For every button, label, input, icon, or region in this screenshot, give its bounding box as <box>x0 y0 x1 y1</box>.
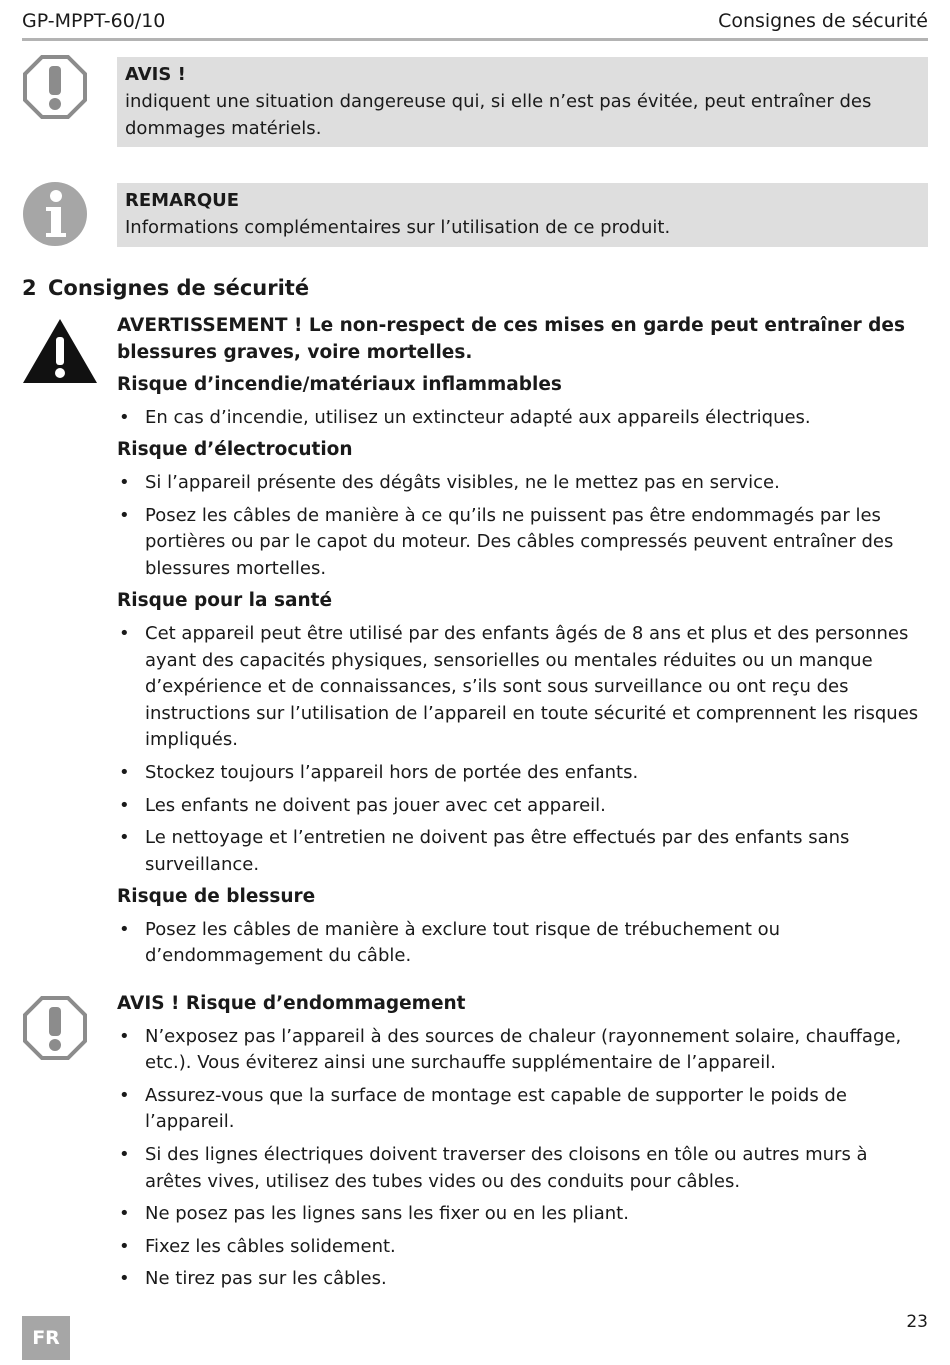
info-circle-icon <box>22 181 88 247</box>
health-risk-heading: Risque pour la santé <box>117 590 333 612</box>
section-title: Consignes de sécurité <box>48 276 310 300</box>
list-item: • Posez les câbles de manière à exclure tout risque de trébuchement ou d’endommagement du câble. <box>117 917 928 970</box>
list-item: • Fixez les câbles solidement. <box>117 1234 928 1261</box>
injury-risk-heading: Risque de blessure <box>117 886 316 908</box>
electrocution-risk-list <box>117 470 928 582</box>
list-item: • Cet appareil peut être utilisé par des enfants âgés de 8 ans et plus et des personnes ayant des capacités physiques, sensorielles ou mentales réduites ou un manque d’expérience et de connaissances, s’ils sont sous surveillance ou ont reçu des instructions sur l’utilisation de l’appareil en toute sécurité et comprennent les risques impliqués. <box>117 621 928 754</box>
list-item: • En cas d’incendie, utilisez un extincteur adapté aux appareils électriques. <box>117 405 928 432</box>
remark-box <box>117 183 928 247</box>
remark-text: Informations complémentaires sur l’utilisation de ce produit. <box>125 217 671 238</box>
page-header <box>22 8 928 41</box>
list-item: • Ne tirez pas sur les câbles. <box>117 1266 928 1293</box>
list-item: • Si des lignes électriques doivent traverser des cloisons en tôle ou autres murs à arêtes vives, utilisez des tubes vides ou des conduits pour câbles. <box>117 1142 928 1195</box>
section-number: 2 <box>22 276 37 300</box>
notice-title: AVIS ! <box>125 64 186 85</box>
damage-title: AVIS ! Risque d’endommagement <box>117 993 466 1014</box>
list-item: • N’exposez pas l’appareil à des sources de chaleur (rayonnement solaire, chauffage, etc.). Vous éviterez ainsi une surchauffe supplémentaire de l’appareil. <box>117 1024 928 1077</box>
fire-risk-list <box>117 405 928 432</box>
page-number: 23 <box>906 1312 928 1332</box>
list-item: • Posez les câbles de manière à ce qu’ils ne puissent pas être endommagés par les portières ou par le capot du moteur. Des câbles compressés peuvent entraîner des blessures mortelles. <box>117 503 928 583</box>
notice-text: indiquent une situation dangereuse qui, si elle n’est pas évitée, peut entraîner des dommages matériels. <box>125 91 872 139</box>
list-item: • Assurez-vous que la surface de montage est capable de supporter le poids de l’appareil. <box>117 1083 928 1136</box>
octagon-exclamation-icon <box>22 54 88 120</box>
document-id: GP-MPPT-60/10 <box>22 10 166 32</box>
damage-list <box>117 1024 928 1293</box>
octagon-exclamation-icon <box>22 995 88 1061</box>
injury-risk-list <box>117 917 928 970</box>
list-item: • Ne posez pas les lignes sans les fixer ou en les pliant. <box>117 1201 928 1228</box>
list-item: • Stockez toujours l’appareil hors de portée des enfants. <box>117 760 928 787</box>
warning-title: AVERTISSEMENT ! Le non-respect de ces mises en garde peut entraîner des blessures graves, voire mortelles. <box>117 315 905 363</box>
health-risk-list <box>117 621 928 878</box>
list-item: • Si l’appareil présente des dégâts visibles, ne le mettez pas en service. <box>117 470 928 497</box>
list-item: • Les enfants ne doivent pas jouer avec cet appareil. <box>117 793 928 820</box>
damage-section <box>117 991 928 1293</box>
notice-box <box>117 57 928 147</box>
chapter-title: Consignes de sécurité <box>718 10 928 32</box>
fire-risk-heading: Risque d’incendie/matériaux inflammables <box>117 374 562 396</box>
list-item: • Le nettoyage et l’entretien ne doivent pas être effectués par des enfants sans surveillance. <box>117 825 928 878</box>
warning-triangle-icon <box>21 317 99 385</box>
remark-title: REMARQUE <box>125 190 240 211</box>
electrocution-risk-heading: Risque d’électrocution <box>117 439 353 461</box>
language-tag: FR <box>22 1316 70 1360</box>
section-heading <box>22 276 309 300</box>
warning-section <box>117 313 928 970</box>
